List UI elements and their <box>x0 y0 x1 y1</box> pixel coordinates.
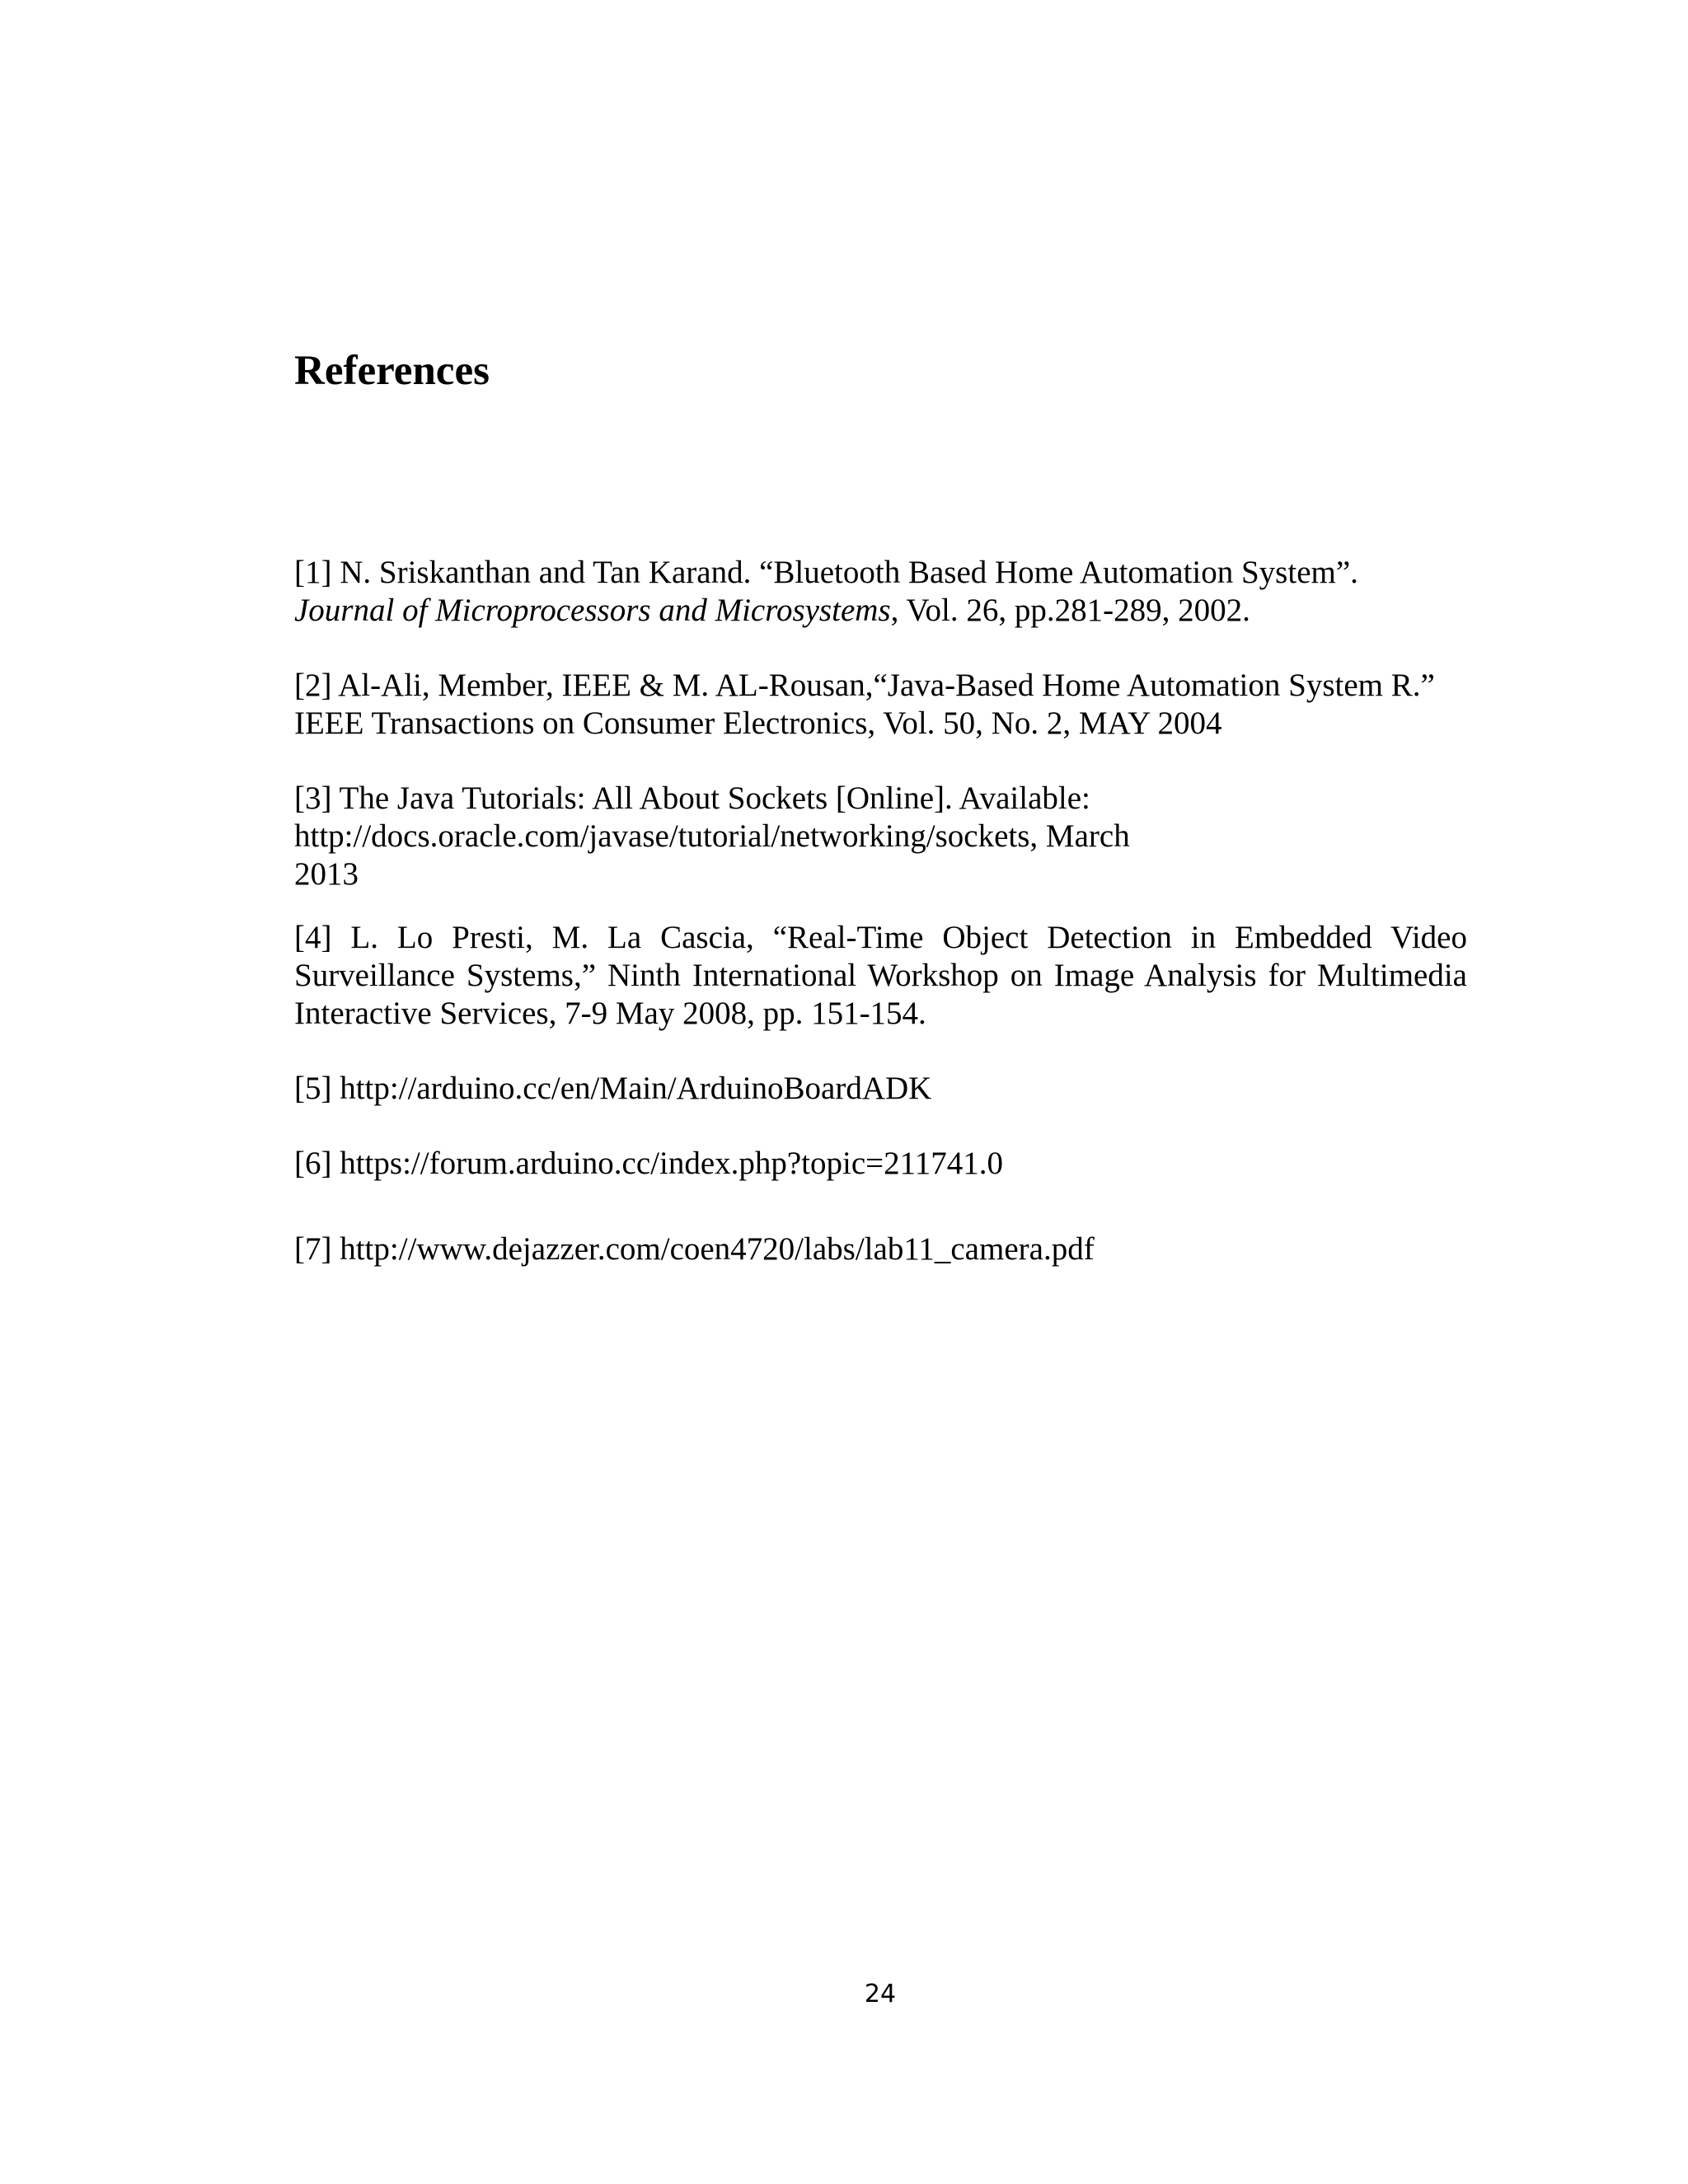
reference-4-line-3: Interactive Services, 7-9 May 2008, pp. 151-154. <box>294 996 926 1031</box>
reference-1-line-2 <box>294 592 1358 630</box>
reference-2-line-2: IEEE Transactions on Consumer Electronics, Vol. 50, No. 2, MAY 2004 <box>294 705 1222 741</box>
reference-1-line-1: [1] N. Sriskanthan and Tan Karand. “Bluetooth Based Home Automation System”. <box>294 555 1358 590</box>
reference-7-text: [7] http://www.dejazzer.com/coen4720/labs/lab11_camera.pdf <box>294 1231 1095 1267</box>
reference-3 <box>294 780 1130 893</box>
page-title: References <box>294 348 490 394</box>
reference-3-line-2: http://docs.oracle.com/javase/tutorial/networking/sockets, March <box>294 818 1130 854</box>
reference-1-details: , Vol. 26, pp.281-289, 2002. <box>890 593 1250 628</box>
reference-4 <box>294 919 1467 1033</box>
reference-3-line-3: 2013 <box>294 856 359 892</box>
reference-2-line-1: [2] Al-Ali, Member, IEEE & M. AL-Rousan,“Java-Based Home Automation System R.” <box>294 668 1435 703</box>
reference-1 <box>294 554 1358 630</box>
reference-7 <box>294 1230 1095 1268</box>
reference-2 <box>294 667 1435 743</box>
reference-4-line-2: Surveillance Systems,” Ninth International Workshop on Image Analysis for Multimedia <box>294 958 1467 993</box>
reference-1-journal: Journal of Microprocessors and Microsystems <box>294 593 891 628</box>
reference-6 <box>294 1145 1003 1183</box>
reference-3-line-1: [3] The Java Tutorials: All About Sockets [Online]. Available: <box>294 780 1090 816</box>
reference-4-line-1: [4] L. Lo Presti, M. La Cascia, “Real-Time Object Detection in Embedded Video <box>294 920 1467 955</box>
page-number: 24 <box>864 1980 897 2008</box>
reference-5 <box>294 1070 931 1108</box>
reference-5-text: [5] http://arduino.cc/en/Main/ArduinoBoardADK <box>294 1071 932 1106</box>
reference-6-text: [6] https://forum.arduino.cc/index.php?topic=211741.0 <box>294 1146 1003 1181</box>
